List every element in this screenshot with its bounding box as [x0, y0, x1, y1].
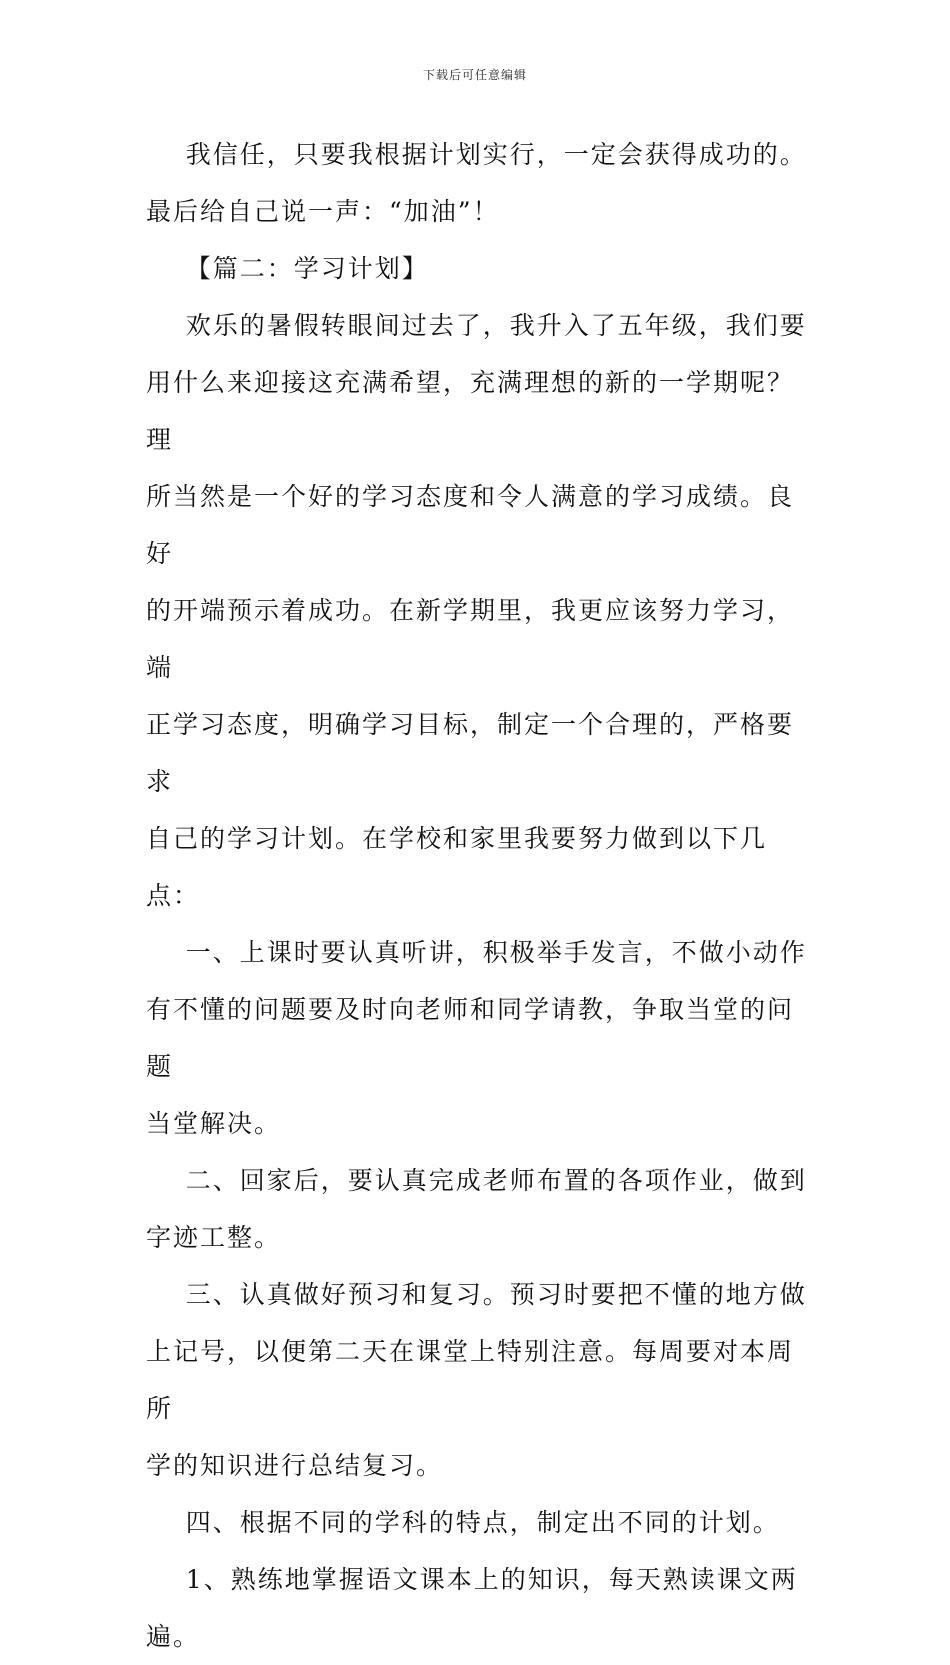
text-line: 一、上课时要认真听讲，积极举手发言，不做小动作 [146, 938, 807, 967]
text-line: 上记号，以便第二天在课堂上特别注意。每周要对本周所 [146, 1337, 795, 1423]
text-line: 1、熟练地掌握语文课本上的知识，每天熟读课文两遍。 [146, 1565, 798, 1651]
text-line: 三、认真做好预习和复习。预习时要把不懂的地方做 [146, 1280, 807, 1309]
text-line: 当堂解决。 [146, 1109, 282, 1138]
text-line: 字迹工整。 [146, 1223, 282, 1252]
text-line: 四、根据不同的学科的特点，制定出不同的计划。 [146, 1508, 780, 1537]
text-line: 二、回家后，要认真完成老师布置的各项作业，做到 [146, 1166, 807, 1195]
text-line: 用什么来迎接这充满希望，充满理想的新的一学期呢？理 [146, 368, 795, 454]
text-line: 的开端预示着成功。在新学期里，我更应该努力学习，端 [146, 596, 795, 682]
text-line: 所当然是一个好的学习态度和令人满意的学习成绩。良好 [146, 482, 795, 568]
text-line: 欢乐的暑假转眼间过去了，我升入了五年级，我们要 [146, 311, 807, 340]
text-line: 最后给自己说一声：“加油”！ [146, 197, 500, 226]
text-line: 学的知识进行总结复习。 [146, 1451, 444, 1480]
text-line: 自己的学习计划。在学校和家里我要努力做到以下几点： [146, 824, 768, 910]
text-line: 有不懂的问题要及时向老师和同学请教，争取当堂的问题 [146, 995, 795, 1081]
text-line: 我信任，只要我根据计划实行，一定会获得成功的。 [146, 140, 807, 169]
section-heading: 【篇二：学习计划】 [146, 254, 429, 283]
page-header: 下载后可任意编辑 [422, 68, 527, 82]
text-line: 正学习态度，明确学习目标，制定一个合理的，严格要求 [146, 710, 795, 796]
document-body [146, 126, 818, 1665]
